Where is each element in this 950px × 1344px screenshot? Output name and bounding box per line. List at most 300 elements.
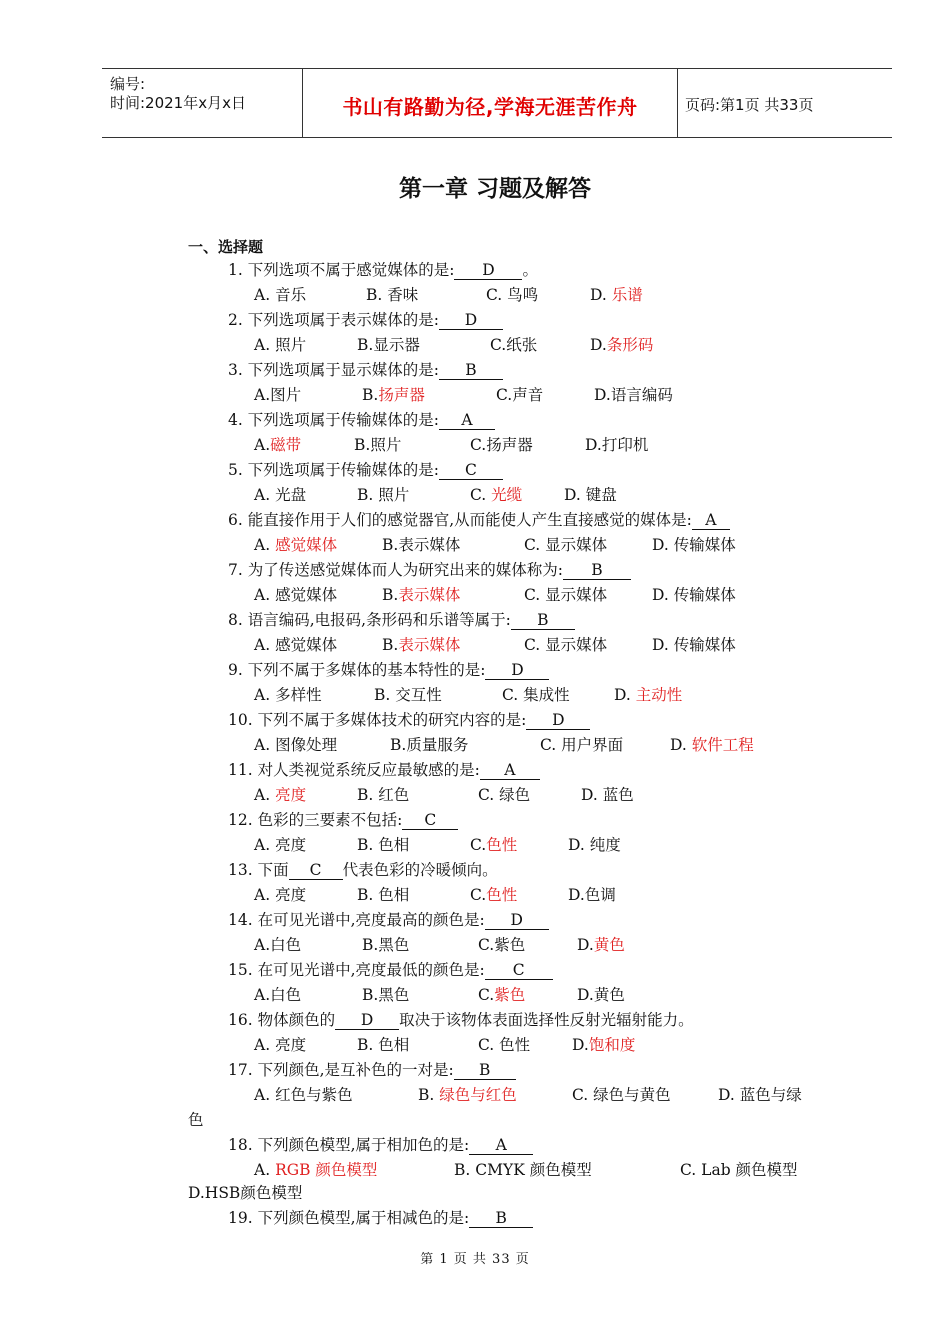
option-text: 感觉媒体	[275, 586, 338, 604]
option-letter: C.	[486, 286, 508, 304]
question-text: 语言编码,电报码,条形码和乐谱等属于:	[247, 611, 511, 629]
option-text: 白色	[270, 986, 302, 1004]
option-b	[390, 735, 468, 755]
option-c	[478, 1035, 530, 1055]
question-number: 18.	[228, 1136, 258, 1154]
option-letter: A.	[254, 836, 276, 854]
question-number: 5.	[228, 461, 248, 479]
question-7	[228, 560, 631, 580]
option-d	[585, 435, 648, 455]
option-letter: C.	[478, 986, 495, 1004]
question-text: 下列选项属于表示媒体的是:	[247, 311, 439, 329]
option-letter: A.	[254, 636, 276, 654]
option-c	[478, 785, 530, 805]
answer-blank: C	[402, 812, 458, 830]
option-text: 传输媒体	[673, 586, 736, 604]
question-19	[228, 1208, 533, 1228]
option-letter: C.	[478, 786, 500, 804]
answer-blank: A	[439, 412, 495, 430]
option-text: 乐谱	[611, 286, 643, 304]
option-d	[577, 985, 625, 1005]
option-letter: B.	[374, 686, 396, 704]
option-text: 传输媒体	[673, 536, 736, 554]
option-a	[254, 335, 306, 355]
option-letter: C.	[502, 686, 524, 704]
option-text: 显示媒体	[545, 586, 608, 604]
option-b	[357, 335, 420, 355]
option-text: 纸张	[506, 336, 538, 354]
option-text: 香味	[387, 286, 419, 304]
option-a	[254, 985, 301, 1005]
option-d	[594, 385, 673, 405]
option-letter: D.	[581, 786, 603, 804]
option-letter: A.	[254, 686, 276, 704]
option-text: 亮度	[275, 1036, 307, 1054]
answer-blank: B	[563, 562, 631, 580]
option-text: 打印机	[601, 436, 649, 454]
option-b	[357, 485, 409, 505]
question-text: 下列不属于多媒体技术的研究内容的是:	[257, 711, 527, 729]
option-letter: B.	[390, 736, 407, 754]
option-letter: D.	[652, 536, 674, 554]
option-wrap-text: 色	[188, 1111, 204, 1129]
option-text: 光缆	[491, 486, 523, 504]
option-letter: D.	[585, 436, 602, 454]
answer-blank: D	[335, 1012, 399, 1030]
question-number: 4.	[228, 411, 248, 429]
section-heading: 一、选择题	[188, 238, 264, 256]
option-text: 扬声器	[486, 436, 533, 454]
option-text: 绿色	[499, 786, 531, 804]
option-d	[581, 785, 634, 805]
option-letter: C.	[524, 536, 546, 554]
option-text: 色相	[378, 1036, 410, 1054]
question-6	[228, 510, 730, 530]
question-text: 下列选项属于传输媒体的是:	[247, 411, 439, 429]
option-d	[652, 585, 736, 605]
question-number: 3.	[228, 361, 248, 379]
question-12	[228, 810, 458, 830]
option-letter: A.	[254, 286, 276, 304]
option-text: 蓝色	[602, 786, 634, 804]
question-number: 6.	[228, 511, 248, 529]
number-label: 编号:	[110, 75, 146, 93]
option-letter: C.	[680, 1161, 702, 1179]
option-d	[568, 885, 616, 905]
option-d	[670, 735, 754, 755]
question-number: 12.	[228, 811, 258, 829]
question-suffix: 。	[522, 261, 538, 279]
option-letter: B.	[362, 386, 379, 404]
option-text: 绿色与红色	[439, 1086, 517, 1104]
option-text: 图像处理	[275, 736, 338, 754]
option-text: 传输媒体	[673, 636, 736, 654]
option-b	[382, 635, 460, 655]
option-a	[254, 385, 301, 405]
option-b	[374, 685, 442, 705]
option-a	[254, 935, 301, 955]
option-c	[680, 1160, 798, 1180]
option-letter: B.	[354, 436, 371, 454]
question-text: 色彩的三要素不包括:	[257, 811, 403, 829]
question-text: 在可见光谱中,亮度最低的颜色是:	[257, 961, 485, 979]
option-letter: D.	[652, 636, 674, 654]
option-letter: A.	[254, 936, 271, 954]
page-footer: 第 1 页 共 33 页	[420, 1252, 530, 1267]
question-15	[228, 960, 553, 980]
option-b	[357, 885, 409, 905]
option-letter: B.	[382, 636, 399, 654]
question-number: 9.	[228, 661, 248, 679]
question-number: 8.	[228, 611, 248, 629]
motto: 书山有路勤为径,学海无涯苦作舟	[342, 95, 638, 119]
option-text: 键盘	[585, 486, 617, 504]
option-letter: D.	[590, 286, 612, 304]
option-d	[590, 285, 643, 305]
question-text: 为了传送感觉媒体而人为研究出来的媒体称为:	[247, 561, 563, 579]
option-letter: B.	[418, 1086, 440, 1104]
option-text: 蓝色与绿	[739, 1086, 802, 1104]
question-text: 下列选项属于传输媒体的是:	[247, 461, 439, 479]
question-text: 下面	[257, 861, 289, 879]
option-c	[478, 985, 525, 1005]
option-text: 图片	[270, 386, 302, 404]
option-letter: D.	[568, 836, 590, 854]
page-info: 页码:第1页 共33页	[685, 96, 814, 114]
option-text: 纯度	[589, 836, 621, 854]
question-number: 19.	[228, 1209, 258, 1227]
question-10	[228, 710, 590, 730]
option-c	[540, 735, 623, 755]
option-a	[254, 1160, 377, 1180]
option-text: CMYK 颜色模型	[475, 1161, 592, 1179]
option-letter: B.	[382, 586, 399, 604]
question-text: 下列选项不属于感觉媒体的是:	[247, 261, 455, 279]
option-letter: C.	[572, 1086, 594, 1104]
question-number: 13.	[228, 861, 258, 879]
option-text: 条形码	[606, 336, 654, 354]
option-letter: D.	[594, 386, 611, 404]
question-text: 能直接作用于人们的感觉器官,从而能使人产生直接感觉的媒体是:	[247, 511, 692, 529]
question-4	[228, 410, 495, 430]
option-letter: B.	[357, 836, 379, 854]
option-text: 黄色	[593, 936, 625, 954]
question-2	[228, 310, 503, 330]
option-a	[254, 1085, 353, 1105]
option-text: 照片	[275, 336, 307, 354]
option-letter: D.	[718, 1086, 740, 1104]
question-8	[228, 610, 575, 630]
option-a	[254, 885, 306, 905]
option-b	[362, 935, 409, 955]
option-letter: B.	[454, 1161, 476, 1179]
option-letter: C.	[478, 936, 495, 954]
option-letter: C.	[490, 336, 507, 354]
option-b	[366, 285, 418, 305]
option-d	[614, 685, 682, 705]
option-d	[652, 535, 736, 555]
option-a	[254, 785, 306, 805]
option-letter: C.	[524, 586, 546, 604]
question-13	[228, 860, 498, 880]
option-letter: A.	[254, 386, 271, 404]
option-letter: D.	[652, 586, 674, 604]
answer-blank: B	[511, 612, 575, 630]
option-b	[382, 535, 460, 555]
question-1	[228, 260, 538, 280]
option-c	[496, 385, 543, 405]
option-text: 集成性	[523, 686, 570, 704]
option-letter: B.	[357, 1036, 379, 1054]
option-a	[254, 535, 337, 555]
option-c	[470, 485, 522, 505]
option-text: 红色与紫色	[275, 1086, 353, 1104]
option-letter: D.	[572, 1036, 589, 1054]
option-letter: A.	[254, 536, 276, 554]
question-number: 7.	[228, 561, 248, 579]
option-text: 感觉媒体	[275, 536, 338, 554]
option-text: 鸟鸣	[507, 286, 539, 304]
option-letter: B.	[362, 986, 379, 1004]
question-5	[228, 460, 503, 480]
option-letter: C.	[470, 436, 487, 454]
option-text: 色相	[378, 836, 410, 854]
option-c	[524, 635, 607, 655]
option-letter: B.	[362, 936, 379, 954]
question-suffix: 代表色彩的冷暖倾向。	[342, 861, 498, 879]
option-text: 色调	[584, 886, 616, 904]
option-letter: A.	[254, 786, 276, 804]
option-letter: A.	[254, 986, 271, 1004]
option-letter: A.	[254, 1036, 276, 1054]
option-text: 色性	[486, 886, 518, 904]
option-letter: C.	[496, 386, 513, 404]
option-text: 显示媒体	[545, 636, 608, 654]
option-text: 照片	[378, 486, 410, 504]
question-text: 对人类视觉系统反应最敏感的是:	[257, 761, 480, 779]
question-17	[228, 1060, 516, 1080]
header-page-cell	[677, 69, 892, 137]
option-letter: D.	[577, 936, 594, 954]
answer-blank: B	[439, 362, 503, 380]
option-text: 亮度	[275, 836, 307, 854]
question-text: 下列不属于多媒体的基本特性的是:	[247, 661, 486, 679]
option-c	[572, 1085, 671, 1105]
option-letter: A.	[254, 1086, 276, 1104]
question-text: 物体颜色的	[257, 1011, 336, 1029]
option-letter: D.	[564, 486, 586, 504]
option-text: 色性	[499, 1036, 531, 1054]
answer-blank: D	[485, 662, 549, 680]
option-d	[572, 1035, 635, 1055]
option-letter: A.	[254, 586, 276, 604]
option-text: 白色	[270, 936, 302, 954]
option-letter: D.	[614, 686, 636, 704]
option-c	[524, 535, 607, 555]
answer-blank: A	[692, 512, 730, 530]
option-text: 光盘	[275, 486, 307, 504]
answer-blank: C	[289, 862, 343, 880]
answer-blank: C	[439, 462, 503, 480]
option-text: 紫色	[494, 986, 526, 1004]
option-letter: D.	[590, 336, 607, 354]
option-text: 紫色	[494, 936, 526, 954]
option-letter: A.	[254, 736, 276, 754]
option-c	[490, 335, 537, 355]
option-a	[254, 435, 301, 455]
option-a	[254, 835, 306, 855]
question-number: 15.	[228, 961, 258, 979]
option-d	[652, 635, 736, 655]
option-b	[354, 435, 401, 455]
question-number: 16.	[228, 1011, 258, 1029]
option-text: 显示器	[373, 336, 420, 354]
option-c	[502, 685, 570, 705]
option-b	[362, 385, 425, 405]
option-text: 主动性	[635, 686, 683, 704]
option-letter: C.	[478, 1036, 500, 1054]
option-letter: B.	[357, 786, 379, 804]
option-text: 磁带	[270, 436, 302, 454]
option-text: 亮度	[275, 886, 307, 904]
option-letter: C.	[470, 886, 487, 904]
option-text: 色相	[378, 886, 410, 904]
option-b	[357, 1035, 409, 1055]
option-text: 照片	[370, 436, 402, 454]
option-letter: A.	[254, 886, 276, 904]
header-meta	[102, 69, 302, 137]
option-d	[568, 835, 621, 855]
option-text: 扬声器	[378, 386, 425, 404]
chapter-title: 第一章 习题及解答	[398, 176, 591, 202]
option-letter: C.	[470, 836, 487, 854]
option-text: 质量服务	[406, 736, 469, 754]
option-text: 显示媒体	[545, 536, 608, 554]
question-9	[228, 660, 549, 680]
option-letter: D.	[577, 986, 594, 1004]
option-a	[254, 485, 306, 505]
answer-blank: D	[526, 712, 590, 730]
page-header	[102, 68, 892, 138]
option-letter: C.	[540, 736, 562, 754]
option-d	[590, 335, 653, 355]
answer-blank: D	[485, 912, 549, 930]
option-letter: A.	[254, 1161, 276, 1179]
option-letter: D.	[568, 886, 585, 904]
question-text: 下列选项属于显示媒体的是:	[247, 361, 439, 379]
answer-blank: A	[480, 762, 540, 780]
answer-blank: B	[469, 1210, 533, 1228]
option-b	[382, 585, 460, 605]
option-letter: B.	[357, 336, 374, 354]
option-c	[478, 935, 525, 955]
option-text: 表示媒体	[398, 536, 461, 554]
option-text: 交互性	[395, 686, 442, 704]
option-c	[524, 585, 607, 605]
option-letter: B.	[382, 536, 399, 554]
option-text: 色性	[486, 836, 518, 854]
option-letter: C.	[524, 636, 546, 654]
option-b	[357, 785, 409, 805]
option-b	[357, 835, 409, 855]
option-d	[718, 1085, 802, 1105]
option-text: 表示媒体	[398, 586, 461, 604]
option-wrap-text: D.HSB颜色模型	[188, 1184, 303, 1202]
option-text: 软件工程	[691, 736, 754, 754]
question-number: 11.	[228, 761, 258, 779]
option-text: 红色	[378, 786, 410, 804]
option-c	[470, 435, 533, 455]
option-text: 绿色与黄色	[593, 1086, 671, 1104]
option-text: 用户界面	[561, 736, 624, 754]
question-text: 下列颜色,是互补色的一对是:	[257, 1061, 454, 1079]
option-text: 黑色	[378, 936, 410, 954]
option-b	[454, 1160, 592, 1180]
question-14	[228, 910, 549, 930]
option-a	[254, 1035, 306, 1055]
option-a	[254, 635, 337, 655]
option-letter: A.	[254, 336, 276, 354]
option-text: 饱和度	[588, 1036, 636, 1054]
answer-blank: A	[469, 1137, 533, 1155]
option-text: 多样性	[275, 686, 322, 704]
answer-blank: B	[454, 1062, 516, 1080]
option-letter: B.	[366, 286, 388, 304]
time-label: 时间:2021年x月x日	[110, 94, 246, 112]
option-letter: C.	[470, 486, 492, 504]
option-letter: B.	[357, 886, 379, 904]
option-a	[254, 735, 337, 755]
option-text: 表示媒体	[398, 636, 461, 654]
option-text: 黑色	[378, 986, 410, 1004]
option-text: 感觉媒体	[275, 636, 338, 654]
question-suffix: 取决于该物体表面选择性反射光辐射能力。	[399, 1011, 694, 1029]
question-18	[228, 1135, 533, 1155]
question-3	[228, 360, 503, 380]
option-c	[470, 885, 517, 905]
question-number: 1.	[228, 261, 248, 279]
question-number: 17.	[228, 1061, 258, 1079]
question-number: 14.	[228, 911, 258, 929]
option-letter: A.	[254, 436, 271, 454]
header-motto-cell	[302, 69, 678, 137]
question-11	[228, 760, 540, 780]
question-16	[228, 1010, 694, 1030]
option-text: 音乐	[275, 286, 307, 304]
option-letter: B.	[357, 486, 379, 504]
answer-blank: D	[439, 312, 503, 330]
answer-blank: D	[454, 262, 522, 280]
question-text: 在可见光谱中,亮度最高的颜色是:	[257, 911, 485, 929]
question-text: 下列颜色模型,属于相加色的是:	[257, 1136, 470, 1154]
option-d	[564, 485, 617, 505]
option-text: RGB 颜色模型	[275, 1161, 378, 1179]
option-a	[254, 585, 337, 605]
question-text: 下列颜色模型,属于相减色的是:	[257, 1209, 470, 1227]
question-number: 10.	[228, 711, 258, 729]
option-a	[254, 285, 306, 305]
option-text: 语言编码	[610, 386, 673, 404]
option-letter: A.	[254, 486, 276, 504]
option-text: 声音	[512, 386, 544, 404]
option-text: 黄色	[593, 986, 625, 1004]
option-a	[254, 685, 322, 705]
option-text: 亮度	[275, 786, 307, 804]
question-number: 2.	[228, 311, 248, 329]
option-b	[418, 1085, 517, 1105]
option-d	[577, 935, 625, 955]
option-b	[362, 985, 409, 1005]
